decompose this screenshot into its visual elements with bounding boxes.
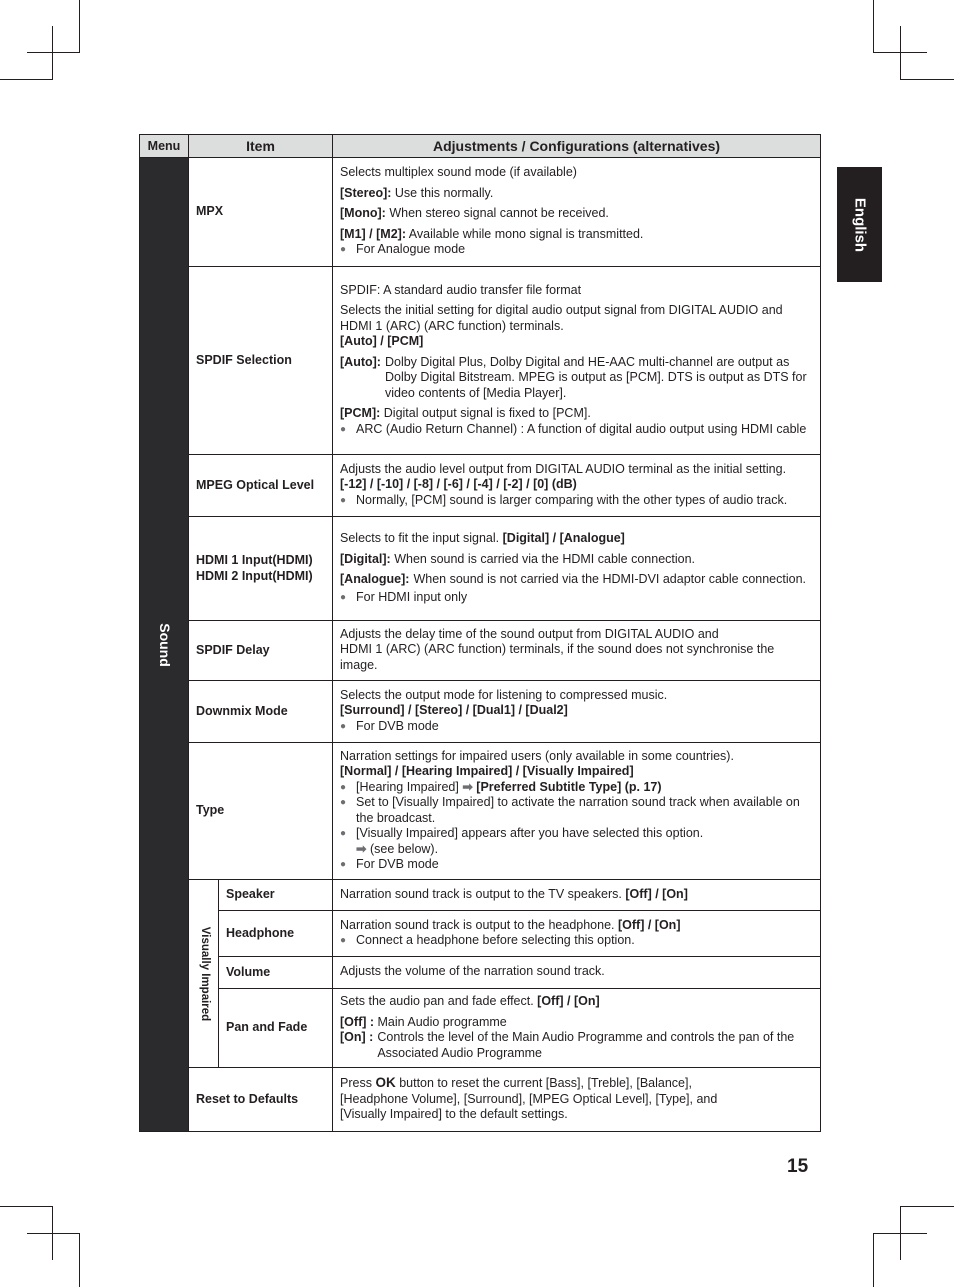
- option-label: [PCM]:: [340, 406, 381, 421]
- text: Press: [340, 1076, 372, 1091]
- text: [Headphone Volume], [Surround], [MPEG Optical Level], [Type], and: [340, 1091, 718, 1106]
- desc-mpeg-optical-level: [333, 455, 821, 517]
- item-spdif-selection: SPDIF Selection: [189, 267, 333, 455]
- crop-mark: [873, 1233, 927, 1234]
- desc-volume: Adjusts the volume of the narration sound track.: [333, 957, 821, 989]
- desc-spdif-selection: [333, 267, 821, 455]
- table-row: [140, 989, 821, 1068]
- crop-mark: [79, 0, 80, 52]
- settings-table: [139, 134, 821, 1132]
- text: Connect a headphone before selecting this option.: [356, 933, 635, 947]
- text: Narration settings for impaired users (only available in some countries).: [340, 748, 734, 763]
- crop-mark: [0, 79, 52, 80]
- crop-mark: [873, 0, 874, 52]
- option-label: [On] :: [340, 1030, 374, 1044]
- text: ARC (Audio Return Channel) : A function of digital audio output using HDMI cable: [356, 421, 807, 436]
- desc-downmix-mode: [333, 681, 821, 743]
- text: HDMI 2 Input(HDMI): [196, 568, 313, 583]
- option-label: [Digital]:: [340, 551, 391, 566]
- options: [Auto] / [PCM]: [340, 334, 424, 349]
- header-item: Item: [189, 135, 333, 158]
- crop-mark: [900, 26, 901, 80]
- bullet: [340, 242, 813, 258]
- bullet-icon: ●: [340, 859, 347, 870]
- text: [340, 1075, 813, 1092]
- crop-mark: [27, 1233, 80, 1234]
- item-speaker: Speaker: [219, 880, 333, 911]
- text: Dolby Digital Plus, Dolby Digital and HE-AAC multi-channel are output as Dolby Digital Bitstream. MPEG is output as [PCM]. DTS is output as DTS for video contents of [Media Player].: [384, 354, 807, 400]
- text: (see below).: [369, 841, 439, 856]
- bullet: [340, 857, 813, 873]
- item-mpx: MPX: [189, 158, 333, 267]
- table-row: [140, 267, 821, 455]
- bullet: [340, 719, 813, 735]
- table-row: [140, 681, 821, 743]
- table-row: [140, 911, 821, 957]
- text: Set to [Visually Impaired] to activate the narration sound track when available on the broadcast.: [356, 795, 800, 825]
- bullet-icon: ●: [340, 494, 347, 506]
- text: [340, 1030, 813, 1061]
- bullet: [340, 780, 813, 796]
- text: For DVB mode: [356, 718, 439, 733]
- bullet: [340, 826, 813, 842]
- text: Main Audio programme: [377, 1014, 507, 1029]
- visually-impaired-label: Visually Impaired: [198, 926, 211, 1021]
- text: Digital output signal is fixed to [PCM].: [383, 406, 591, 421]
- item-volume: Volume: [219, 957, 333, 989]
- text: Selects the output mode for listening to compressed music.: [340, 687, 668, 702]
- bullet-icon: ●: [340, 828, 347, 839]
- text: [340, 552, 813, 568]
- desc-type: [333, 743, 821, 880]
- text: [340, 531, 813, 547]
- options: [Off] / [On]: [618, 917, 681, 932]
- options: [Normal] / [Hearing Impaired] / [Visually Impaired]: [340, 764, 634, 778]
- text: Adjusts the delay time of the sound output from DIGITAL AUDIO and: [340, 626, 719, 641]
- bullet-icon: ●: [340, 797, 347, 808]
- option-label: [Stereo]:: [340, 185, 392, 200]
- text: Narration sound track is output to the headphone.: [340, 917, 615, 932]
- text: Adjusts the audio level output from DIGITAL AUDIO terminal as the initial setting.: [340, 461, 787, 476]
- arrow-right-icon: ➡: [462, 779, 473, 794]
- item-pan-and-fade: Pan and Fade: [219, 989, 333, 1068]
- crop-mark: [0, 1206, 52, 1207]
- page-number: 15: [787, 1156, 809, 1177]
- item-spdif-delay: SPDIF Delay: [189, 621, 333, 681]
- text: Selects multiplex sound mode (if available): [340, 165, 577, 180]
- option-label: [Auto]:: [340, 354, 381, 369]
- option-label: [Mono]:: [340, 206, 386, 221]
- text: HDMI 1 Input(HDMI): [196, 553, 313, 567]
- options: [Off] / [On]: [625, 886, 688, 901]
- crop-mark: [27, 52, 80, 53]
- table-row: [140, 743, 821, 880]
- text: [340, 406, 813, 422]
- text: Use this normally.: [394, 185, 494, 200]
- item-mpeg-optical-level: MPEG Optical Level: [189, 455, 333, 517]
- text: [340, 355, 813, 402]
- text: When sound is carried via the HDMI cable connection.: [394, 551, 696, 566]
- text: For Analogue mode: [356, 242, 466, 257]
- text: Narration sound track is output to the TV speakers.: [340, 886, 622, 901]
- text: [340, 1015, 813, 1031]
- options: [-12] / [-10] / [-8] / [-6] / [-4] / [-2] / [0] (dB): [340, 477, 577, 492]
- ok-key-label: OK: [375, 1075, 396, 1091]
- menu-sound-cell: [140, 158, 189, 1132]
- bullet: [340, 795, 813, 826]
- bullet: [340, 933, 813, 949]
- text: HDMI 1 (ARC) (ARC function) terminals, if the sound does not synchronise the image.: [340, 642, 775, 672]
- text: For DVB mode: [356, 857, 439, 871]
- table-row: [140, 455, 821, 517]
- crop-mark: [901, 1206, 954, 1207]
- table-row: [140, 880, 821, 911]
- language-tab-label: English: [851, 197, 868, 252]
- options: [Surround] / [Stereo] / [Dual1] / [Dual2]: [340, 703, 568, 718]
- option-label: [Off] :: [340, 1014, 375, 1029]
- text: [Visually Impaired] to the default settings.: [340, 1107, 568, 1122]
- text: [Preferred Subtitle Type] (p. 17): [476, 779, 662, 794]
- crop-mark: [901, 79, 954, 80]
- header-menu: Menu: [140, 135, 189, 158]
- text: [340, 842, 813, 858]
- text: [340, 918, 813, 934]
- text: [Visually Impaired] appears after you have selected this option.: [356, 826, 704, 840]
- visually-impaired-group: [189, 880, 219, 1068]
- table-row: [140, 621, 821, 681]
- option-label: [Analogue]:: [340, 572, 410, 586]
- option-label: [M1] / [M2]:: [340, 226, 406, 241]
- text: SPDIF: A standard audio transfer file format: [340, 282, 582, 297]
- bullet-icon: ●: [340, 423, 347, 435]
- desc-mpx: [333, 158, 821, 267]
- bullet-icon: ●: [340, 720, 347, 732]
- text: [340, 572, 813, 588]
- bullet: [340, 422, 813, 438]
- item-headphone: Headphone: [219, 911, 333, 957]
- text: Controls the level of the Main Audio Programme and controls the pan of the Associated Audio Programme: [377, 1030, 795, 1060]
- text: Available while mono signal is transmitted.: [408, 226, 644, 241]
- crop-mark: [79, 1233, 80, 1287]
- item-reset-to-defaults: Reset to Defaults: [189, 1068, 333, 1132]
- text: When sound is not carried via the HDMI-DVI adaptor cable connection.: [413, 572, 807, 586]
- text: For HDMI input only: [356, 589, 468, 604]
- bullet: [340, 493, 813, 509]
- text: Selects to fit the input signal.: [340, 531, 500, 545]
- desc-speaker: [333, 880, 821, 911]
- text: Selects the initial setting for digital audio output signal from DIGITAL AUDIO and HDMI 1 (ARC) (ARC function) terminals.: [340, 303, 783, 333]
- text: Sets the audio pan and fade effect.: [340, 994, 534, 1008]
- desc-spdif-delay: [333, 621, 821, 681]
- crop-mark: [873, 52, 927, 53]
- text: Normally, [PCM] sound is larger comparing with the other types of audio track.: [356, 492, 788, 507]
- table-row: [140, 158, 821, 267]
- bullet-icon: ●: [340, 244, 347, 256]
- table-row: [140, 957, 821, 989]
- table-row: [140, 1068, 821, 1132]
- desc-headphone: [333, 911, 821, 957]
- text: [340, 206, 813, 222]
- text: button to reset the current [Bass], [Treble], [Balance],: [399, 1076, 692, 1091]
- desc-pan-and-fade: [333, 989, 821, 1068]
- text: When stereo signal cannot be received.: [389, 206, 609, 221]
- menu-sound-label: Sound: [156, 622, 173, 667]
- bullet-icon: ●: [340, 935, 347, 946]
- bullet: [340, 590, 813, 606]
- language-tab: [837, 167, 882, 282]
- item-downmix-mode: Downmix Mode: [189, 681, 333, 743]
- crop-mark: [52, 26, 53, 80]
- table-row: [140, 517, 821, 621]
- text: [340, 186, 813, 202]
- item-hdmi-input: [189, 517, 333, 621]
- arrow-right-icon: ➡: [356, 841, 367, 856]
- options: [Off] / [On]: [537, 994, 600, 1008]
- item-type: Type: [189, 743, 333, 880]
- text: [340, 994, 813, 1010]
- desc-reset-to-defaults: [333, 1068, 821, 1132]
- bullet-icon: ●: [340, 591, 347, 603]
- text: [Hearing Impaired]: [356, 779, 459, 794]
- options: [Digital] / [Analogue]: [502, 531, 625, 545]
- text: [340, 227, 813, 243]
- crop-mark: [873, 1233, 874, 1287]
- desc-hdmi-input: [333, 517, 821, 621]
- bullet-icon: ●: [340, 781, 347, 793]
- header-adjustments: Adjustments / Configurations (alternatives): [333, 135, 821, 158]
- header-row: [140, 135, 821, 158]
